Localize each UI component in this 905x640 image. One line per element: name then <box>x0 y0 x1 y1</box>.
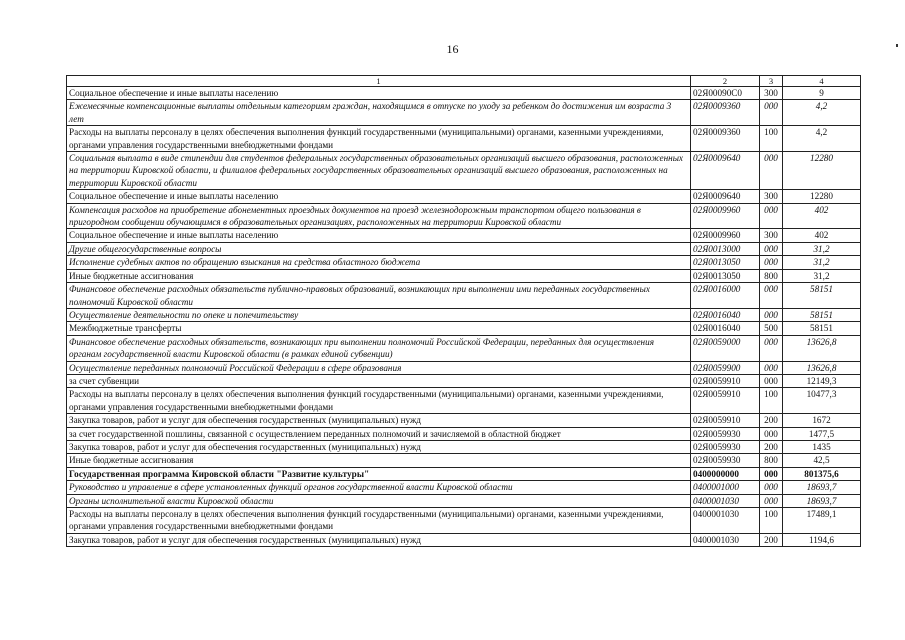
row-type-cell: 200 <box>760 414 783 427</box>
row-code-cell: 02Я0013050 <box>691 269 760 282</box>
row-name-cell: Социальное обеспечение и иные выплаты населению <box>67 229 691 242</box>
row-type-cell: 000 <box>760 467 783 480</box>
table-row <box>67 283 861 309</box>
row-name-cell: Социальное обеспечение и иные выплаты населению <box>67 190 691 203</box>
table-row <box>67 203 861 229</box>
table-row <box>67 388 861 414</box>
row-sum-cell: 58151 <box>783 322 861 335</box>
row-code-cell: 02Я0009360 <box>691 100 760 126</box>
row-code-cell: 02Я0016000 <box>691 283 760 309</box>
scan-artifact-mark <box>896 44 898 47</box>
row-name-cell: Финансовое обеспечение расходных обязательств, возникающих при выполнении полномочий Российской Федерации, переданных для осуществления органам государственной власти Кировской области (в рамках единой субвенции) <box>67 335 691 361</box>
row-type-cell: 300 <box>760 87 783 100</box>
table-row <box>67 87 861 100</box>
row-name-cell: Расходы на выплаты персоналу в целях обеспечения выполнения функций государственными (муниципальными) органами, казенными учреждениями, органами управления государственными внебюджетными фондами <box>67 126 691 152</box>
row-name-cell: Иные бюджетные ассигнования <box>67 269 691 282</box>
row-sum-cell: 12149,3 <box>783 374 861 387</box>
row-sum-cell: 4,2 <box>783 126 861 152</box>
row-name-cell: Расходы на выплаты персоналу в целях обеспечения выполнения функций государственными (муниципальными) органами, казенными учреждениями, органами управления государственными внебюджетными фондами <box>67 508 691 534</box>
table-row <box>67 361 861 374</box>
row-sum-cell: 1477,5 <box>783 427 861 440</box>
row-sum-cell: 31,2 <box>783 256 861 269</box>
row-code-cell: 02Я0009360 <box>691 126 760 152</box>
row-name-cell: Компенсация расходов на приобретение абонементных проездных документов на проезд железнодорожным транспортом общего пользования в пригородном сообщении обучающимся в образовательных организациях, расположенных на территории Кировской области <box>67 203 691 229</box>
row-sum-cell: 1194,6 <box>783 533 861 546</box>
table-row <box>67 467 861 480</box>
row-name-cell: за счет государственной пошлины, связанной с осуществлением переданных полномочий и зачисляемой в областной бюджет <box>67 427 691 440</box>
row-code-cell: 0400000000 <box>691 467 760 480</box>
table-row <box>67 374 861 387</box>
row-sum-cell: 12280 <box>783 152 861 190</box>
row-code-cell: 02Я0009640 <box>691 152 760 190</box>
row-sum-cell: 31,2 <box>783 269 861 282</box>
row-code-cell: 02Я0016040 <box>691 322 760 335</box>
budget-table <box>66 75 861 547</box>
row-name-cell: Руководство и управление в сфере установленных функций органов государственной власти Кировской области <box>67 481 691 494</box>
row-type-cell: 000 <box>760 283 783 309</box>
row-sum-cell: 12280 <box>783 190 861 203</box>
table-row <box>67 494 861 507</box>
row-type-cell: 000 <box>760 203 783 229</box>
table-row <box>67 440 861 453</box>
row-type-cell: 000 <box>760 152 783 190</box>
row-type-cell: 200 <box>760 533 783 546</box>
row-code-cell: 02Я0059930 <box>691 440 760 453</box>
row-sum-cell: 4,2 <box>783 100 861 126</box>
row-code-cell: 02Я0059000 <box>691 335 760 361</box>
row-type-cell: 000 <box>760 242 783 255</box>
row-code-cell: 0400001030 <box>691 533 760 546</box>
row-name-cell: Органы исполнительной власти Кировской области <box>67 494 691 507</box>
row-sum-cell: 17489,1 <box>783 508 861 534</box>
row-code-cell: 02Я0059930 <box>691 454 760 467</box>
row-code-cell: 02Я0009640 <box>691 190 760 203</box>
table-row <box>67 508 861 534</box>
table-row <box>67 427 861 440</box>
row-code-cell: 02Я0009960 <box>691 229 760 242</box>
table-row <box>67 100 861 126</box>
column-header-name: 1 <box>67 76 691 87</box>
column-header-sum: 4 <box>783 76 861 87</box>
row-sum-cell: 1672 <box>783 414 861 427</box>
table-row <box>67 152 861 190</box>
row-sum-cell: 42,5 <box>783 454 861 467</box>
row-type-cell: 000 <box>760 361 783 374</box>
row-sum-cell: 10477,3 <box>783 388 861 414</box>
table-row <box>67 481 861 494</box>
table-row <box>67 322 861 335</box>
row-type-cell: 000 <box>760 335 783 361</box>
row-code-cell: 0400001000 <box>691 481 760 494</box>
row-sum-cell: 13626,8 <box>783 335 861 361</box>
row-name-cell: Расходы на выплаты персоналу в целях обеспечения выполнения функций государственными (муниципальными) органами, казенными учреждениями, органами управления государственными внебюджетными фондами <box>67 388 691 414</box>
row-name-cell: за счет субвенции <box>67 374 691 387</box>
row-sum-cell: 1435 <box>783 440 861 453</box>
row-sum-cell: 13626,8 <box>783 361 861 374</box>
row-name-cell: Другие общегосударственные вопросы <box>67 242 691 255</box>
row-type-cell: 800 <box>760 269 783 282</box>
column-header-code: 2 <box>691 76 760 87</box>
row-code-cell: 02Я0013000 <box>691 242 760 255</box>
row-name-cell: Финансовое обеспечение расходных обязательств публично-правовых образований, возникающих при выполнении ими переданных государственных полномочий Кировской области <box>67 283 691 309</box>
row-code-cell: 0400001030 <box>691 494 760 507</box>
row-sum-cell: 31,2 <box>783 242 861 255</box>
row-name-cell: Социальная выплата в виде стипендии для студентов федеральных государственных образовательных организаций высшего образования, расположенных на территории Кировской области, и филиалов федеральных государственных образовательных организаций высшего образования, расположенных на территории Кировской области <box>67 152 691 190</box>
row-sum-cell: 58151 <box>783 308 861 321</box>
row-name-cell: Осуществление деятельности по опеке и попечительству <box>67 308 691 321</box>
row-sum-cell: 58151 <box>783 283 861 309</box>
table-row <box>67 454 861 467</box>
row-name-cell: Закупка товаров, работ и услуг для обеспечения государственных (муниципальных) нужд <box>67 440 691 453</box>
row-code-cell: 02Я0016040 <box>691 308 760 321</box>
row-name-cell: Закупка товаров, работ и услуг для обеспечения государственных (муниципальных) нужд <box>67 414 691 427</box>
row-name-cell: Осуществление переданных полномочий Российской Федерации в сфере образования <box>67 361 691 374</box>
row-code-cell: 02Я0013050 <box>691 256 760 269</box>
row-sum-cell: 18693,7 <box>783 481 861 494</box>
row-name-cell: Социальное обеспечение и иные выплаты населению <box>67 87 691 100</box>
row-type-cell: 000 <box>760 374 783 387</box>
table-row <box>67 229 861 242</box>
table-row <box>67 242 861 255</box>
row-name-cell: Закупка товаров, работ и услуг для обеспечения государственных (муниципальных) нужд <box>67 533 691 546</box>
row-name-cell: Ежемесячные компенсационные выплаты отдельным категориям граждан, находящимся в отпуске по уходу за ребенком до достижения им возраста 3 лет <box>67 100 691 126</box>
table-row <box>67 126 861 152</box>
table-row <box>67 414 861 427</box>
row-code-cell: 02Я0059930 <box>691 427 760 440</box>
row-type-cell: 500 <box>760 322 783 335</box>
row-code-cell: 02Я0059910 <box>691 388 760 414</box>
row-name-cell: Исполнение судебных актов по обращению взыскания на средства областного бюджета <box>67 256 691 269</box>
table-row <box>67 308 861 321</box>
table-row <box>67 269 861 282</box>
row-sum-cell: 9 <box>783 87 861 100</box>
row-code-cell: 02Я0059910 <box>691 414 760 427</box>
row-type-cell: 100 <box>760 126 783 152</box>
table-header-row <box>67 76 861 87</box>
table-row <box>67 335 861 361</box>
table-row <box>67 190 861 203</box>
row-sum-cell: 402 <box>783 203 861 229</box>
row-code-cell: 02Я00090С0 <box>691 87 760 100</box>
row-type-cell: 800 <box>760 454 783 467</box>
row-type-cell: 100 <box>760 388 783 414</box>
row-sum-cell: 801375,6 <box>783 467 861 480</box>
row-type-cell: 300 <box>760 229 783 242</box>
row-type-cell: 100 <box>760 508 783 534</box>
table-row <box>67 256 861 269</box>
row-code-cell: 02Я0059910 <box>691 374 760 387</box>
row-type-cell: 000 <box>760 308 783 321</box>
row-type-cell: 000 <box>760 100 783 126</box>
row-type-cell: 300 <box>760 190 783 203</box>
row-name-cell: Иные бюджетные ассигнования <box>67 454 691 467</box>
row-code-cell: 02Я0059900 <box>691 361 760 374</box>
row-name-cell: Межбюджетные трансферты <box>67 322 691 335</box>
row-type-cell: 200 <box>760 440 783 453</box>
row-name-cell: Государственная программа Кировской области "Развитие культуры" <box>67 467 691 480</box>
row-type-cell: 000 <box>760 256 783 269</box>
row-code-cell: 0400001030 <box>691 508 760 534</box>
page-number: 16 <box>446 42 459 56</box>
row-type-cell: 000 <box>760 494 783 507</box>
row-sum-cell: 402 <box>783 229 861 242</box>
row-code-cell: 02Я0009960 <box>691 203 760 229</box>
row-type-cell: 000 <box>760 427 783 440</box>
row-type-cell: 000 <box>760 481 783 494</box>
column-header-type: 3 <box>760 76 783 87</box>
row-sum-cell: 18693,7 <box>783 494 861 507</box>
table-row <box>67 533 861 546</box>
